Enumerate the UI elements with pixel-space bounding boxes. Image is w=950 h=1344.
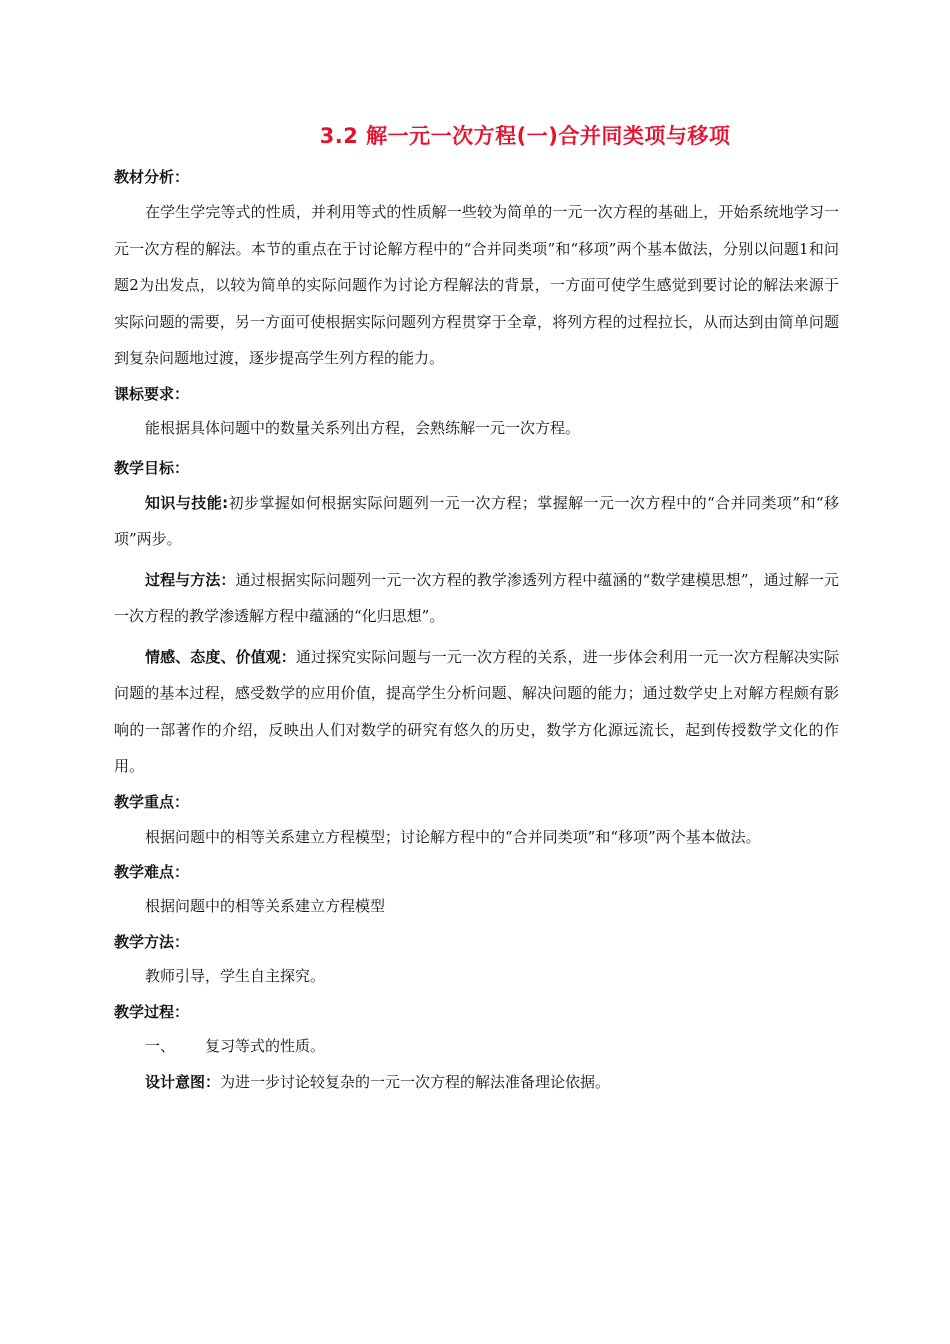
goal-process-label: 过程与方法：	[145, 570, 236, 589]
design-intent-paragraph	[114, 1065, 839, 1099]
goal-process-paragraph	[114, 562, 839, 635]
section-heading-analysis: 教材分析：	[114, 168, 190, 186]
section-heading-difficulties: 教学难点：	[114, 863, 190, 881]
goal-knowledge-text: 初步掌握如何根据实际问题列一元一次方程；掌握解一元一次方程中的“合并同类项”和“移项”两步。	[114, 493, 839, 548]
process-step-1	[114, 1029, 839, 1063]
goal-emotion-label: 情感、态度、价值观：	[145, 647, 296, 666]
section-heading-process: 教学过程：	[114, 1003, 190, 1021]
difficulties-paragraph: 根据问题中的相等关系建立方程模型	[145, 897, 386, 915]
goal-emotion-paragraph	[114, 639, 839, 785]
section-heading-goals: 教学目标：	[114, 458, 190, 477]
design-intent-label: 设计意图：	[145, 1073, 221, 1091]
document-body	[114, 160, 839, 1101]
analysis-paragraph: 在学生学完等式的性质，并利用等式的性质解一些较为简单的一元一次方程的基础上，开始系统地学习一元一次方程的解法。本节的重点在于讨论解方程中的“合并同类项”和“移项”两个基本做法，分别以问题1和问题2为出发点，以较为简单的实际问题作为讨论方程解法的背景，一方面可使学生感觉到要讨论的解法来源于实际问题的需要，另一方面可使根据实际问题列方程贯穿于全章，将列方程的过程拉长，从而达到由简单问题到复杂问题地过渡，逐步提高学生列方程的能力。	[114, 203, 839, 367]
methods-paragraph: 教师引导，学生自主探究。	[145, 967, 326, 985]
design-intent-text: 为进一步讨论较复杂的一元一次方程的解法准备理论依据。	[220, 1073, 611, 1091]
section-heading-requirements: 课标要求：	[114, 384, 190, 403]
requirements-paragraph: 能根据具体问题中的数量关系列出方程，会熟练解一元一次方程。	[145, 418, 581, 437]
process-step-1-number: 一、	[145, 1037, 176, 1055]
goal-knowledge-label: 知识与技能:	[145, 493, 229, 512]
key-points-paragraph: 根据问题中的相等关系建立方程模型；讨论解方程中的“合并同类项”和“移项”两个基本做法。	[145, 827, 761, 846]
goal-process-text: 通过根据实际问题列一元一次方程的教学渗透列方程中蕴涵的“数学建模思想”，通过解一元一次方程的教学渗透解方程中蕴涵的“化归思想”。	[114, 570, 839, 625]
goal-emotion-text: 通过探究实际问题与一元一次方程的关系，进一步体会利用一元一次方程解决实际问题的基本过程，感受数学的应用价值，提高学生分析问题、解决问题的能力；通过数学史上对解方程颇有影响的一部著作的介绍，反映出人们对数学的研究有悠久的历史，数学方化源远流长，起到传授数学文化的作用。	[114, 647, 839, 775]
section-heading-methods: 教学方法：	[114, 933, 190, 951]
section-heading-key-points: 教学重点：	[114, 792, 190, 811]
document-title: 3.2 解一元一次方程(一)合并同类项与移项	[319, 124, 731, 148]
goal-knowledge-paragraph	[114, 485, 839, 558]
process-step-1-text: 复习等式的性质。	[205, 1037, 326, 1055]
